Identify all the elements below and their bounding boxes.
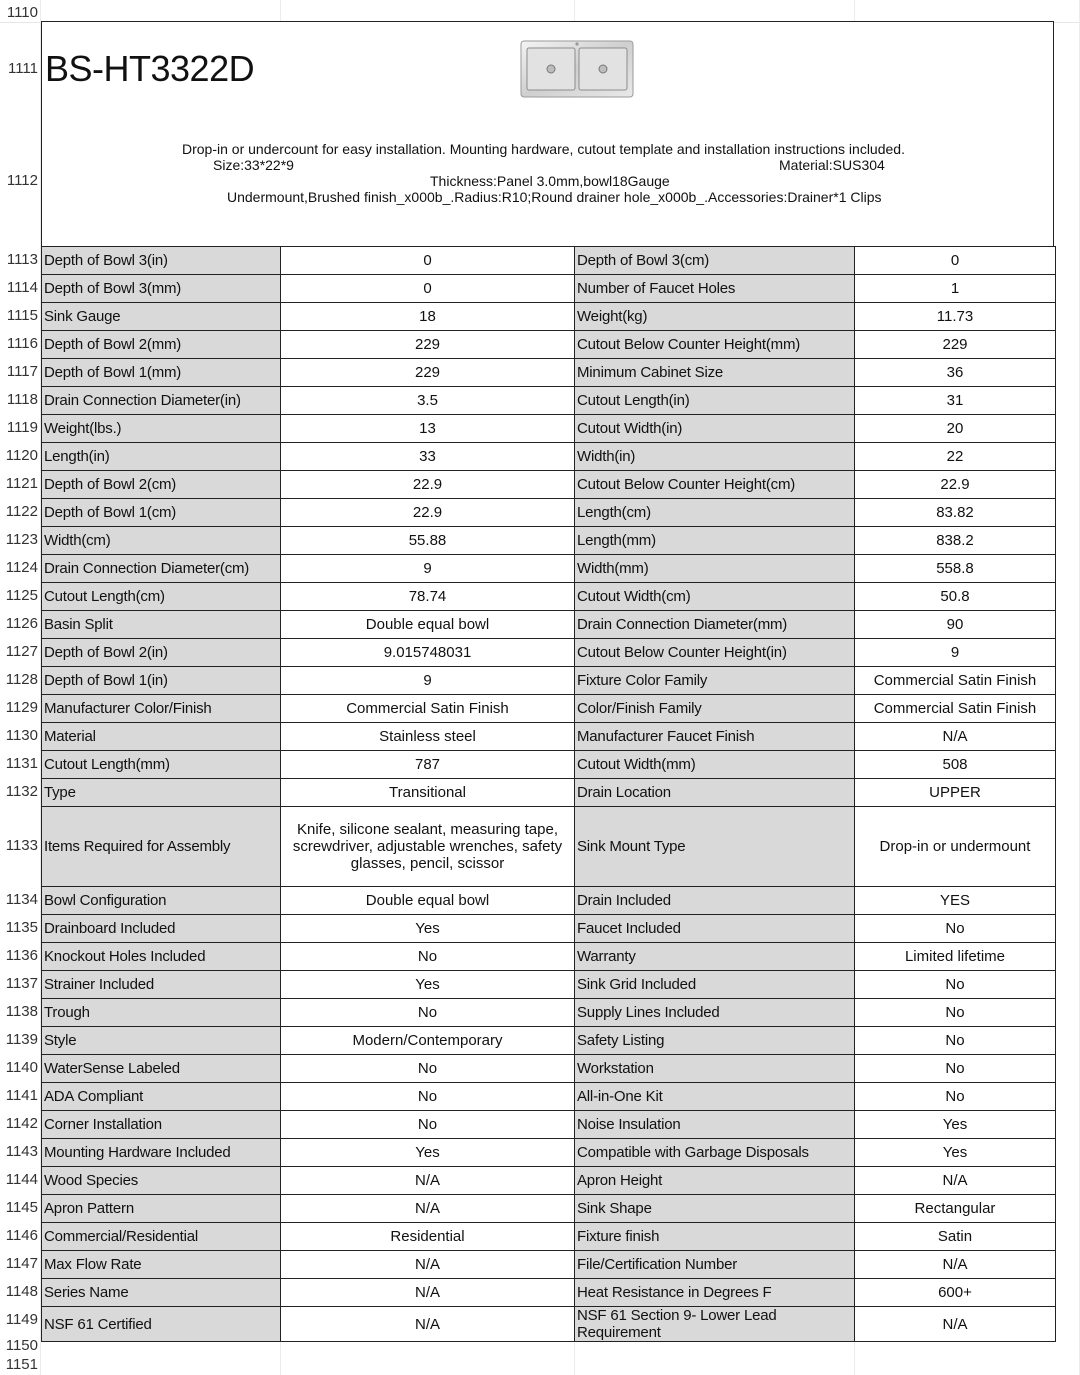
spec-value[interactable]: N/A	[281, 1251, 575, 1279]
row-number[interactable]: 1118	[6, 391, 38, 408]
row-number[interactable]: 1113	[6, 251, 38, 268]
spec-value[interactable]: 229	[281, 359, 575, 387]
row-number[interactable]: 1124	[5, 559, 38, 576]
row-number[interactable]: 1121	[5, 475, 38, 492]
spec-value[interactable]: Commercial Satin Finish	[855, 695, 1056, 723]
row-number[interactable]: 1111	[7, 60, 38, 77]
spec-label[interactable]: Max Flow Rate	[42, 1251, 281, 1279]
spec-label[interactable]: Drain Location	[575, 779, 855, 807]
spec-value[interactable]: 11.73	[855, 303, 1056, 331]
row-number[interactable]: 1116	[6, 335, 38, 352]
spec-value[interactable]: N/A	[281, 1279, 575, 1307]
spec-row	[42, 1055, 1056, 1083]
spec-label[interactable]: Supply Lines Included	[575, 999, 855, 1027]
spec-value[interactable]: 36	[855, 359, 1056, 387]
spec-value[interactable]: No	[281, 1055, 575, 1083]
row-number[interactable]: 1110	[6, 4, 38, 21]
spec-value[interactable]: Yes	[855, 1111, 1056, 1139]
row-number[interactable]: 1145	[5, 1199, 38, 1216]
spec-value[interactable]: 9	[281, 555, 575, 583]
row-number[interactable]: 1146	[5, 1227, 38, 1244]
spec-label[interactable]: Depth of Bowl 1(in)	[42, 667, 281, 695]
spec-label[interactable]: Length(mm)	[575, 527, 855, 555]
spec-value[interactable]: 600+	[855, 1279, 1056, 1307]
spec-value[interactable]: Double equal bowl	[281, 611, 575, 639]
spec-label[interactable]: Drain Connection Diameter(in)	[42, 387, 281, 415]
spec-label[interactable]: ADA Compliant	[42, 1083, 281, 1111]
spec-row	[42, 1195, 1056, 1223]
spec-label[interactable]: NSF 61 Section 9- Lower Lead Requirement	[575, 1307, 855, 1342]
spec-label[interactable]: Apron Pattern	[42, 1195, 281, 1223]
spec-label[interactable]: Style	[42, 1027, 281, 1055]
spec-label[interactable]: Depth of Bowl 3(cm)	[575, 247, 855, 275]
spec-row	[42, 1027, 1056, 1055]
spec-label[interactable]: Workstation	[575, 1055, 855, 1083]
row-number[interactable]: 1122	[5, 503, 38, 520]
spec-label[interactable]: Depth of Bowl 2(in)	[42, 639, 281, 667]
spec-value[interactable]: Modern/Contemporary	[281, 1027, 575, 1055]
spec-value[interactable]: Yes	[281, 1139, 575, 1167]
row-number[interactable]: 1115	[6, 307, 38, 324]
spec-row	[42, 583, 1056, 611]
spec-label[interactable]: Faucet Included	[575, 915, 855, 943]
spec-value[interactable]: 90	[855, 611, 1056, 639]
spec-label[interactable]: Depth of Bowl 2(mm)	[42, 331, 281, 359]
spec-label[interactable]: Drainboard Included	[42, 915, 281, 943]
row-number[interactable]: 1138	[5, 1003, 38, 1020]
spec-value[interactable]: Commercial Satin Finish	[855, 667, 1056, 695]
spec-value[interactable]: Drop-in or undermount	[855, 807, 1056, 887]
spec-label[interactable]: Type	[42, 779, 281, 807]
spec-label[interactable]: WaterSense Labeled	[42, 1055, 281, 1083]
spec-value[interactable]: 50.8	[855, 583, 1056, 611]
spec-label[interactable]: Drain Connection Diameter(cm)	[42, 555, 281, 583]
spec-label[interactable]: Cutout Below Counter Height(in)	[575, 639, 855, 667]
spec-row	[42, 1223, 1056, 1251]
spec-label[interactable]: Cutout Length(cm)	[42, 583, 281, 611]
spec-value[interactable]: UPPER	[855, 779, 1056, 807]
spec-value[interactable]: N/A	[855, 723, 1056, 751]
spec-value[interactable]: 229	[855, 331, 1056, 359]
row-number[interactable]: 1149	[5, 1311, 38, 1328]
spec-value[interactable]: No	[855, 1083, 1056, 1111]
spec-row	[42, 1083, 1056, 1111]
spec-value[interactable]: N/A	[281, 1307, 575, 1342]
row-number[interactable]: 1123	[5, 531, 38, 548]
row-number[interactable]: 1142	[5, 1115, 38, 1132]
row-number[interactable]: 1134	[5, 891, 38, 908]
description-features: Undermount,Brushed finish_x000b_.Radius:R10;Round drainer hole_x000b_.Accessories:Drainer*1 Clips	[227, 189, 882, 205]
spec-value[interactable]: 78.74	[281, 583, 575, 611]
spec-label[interactable]: Cutout Below Counter Height(mm)	[575, 331, 855, 359]
spec-label[interactable]: Drain Connection Diameter(mm)	[575, 611, 855, 639]
spec-row	[42, 807, 1056, 887]
spec-row	[42, 1139, 1056, 1167]
spec-value[interactable]: 33	[281, 443, 575, 471]
spec-row	[42, 639, 1056, 667]
row-number[interactable]: 1143	[5, 1143, 38, 1160]
spec-label[interactable]: Series Name	[42, 1279, 281, 1307]
row-number[interactable]: 1125	[5, 587, 38, 604]
spec-value[interactable]: No	[281, 1083, 575, 1111]
spec-label[interactable]: Fixture Color Family	[575, 667, 855, 695]
spec-label[interactable]: Weight(kg)	[575, 303, 855, 331]
spec-row	[42, 1111, 1056, 1139]
spec-value[interactable]: N/A	[855, 1167, 1056, 1195]
row-number[interactable]: 1147	[5, 1255, 38, 1272]
spec-value[interactable]: 508	[855, 751, 1056, 779]
spec-value[interactable]: Knife, silicone sealant, measuring tape, screwdriver, adjustable wrenches, safety glasses, pencil, scissor	[281, 807, 575, 887]
spec-value[interactable]: 83.82	[855, 499, 1056, 527]
spec-row	[42, 359, 1056, 387]
row-number[interactable]: 1136	[5, 947, 38, 964]
spec-table	[41, 246, 1056, 1342]
spec-row	[42, 415, 1056, 443]
spec-value[interactable]: Yes	[281, 971, 575, 999]
spec-label[interactable]: All-in-One Kit	[575, 1083, 855, 1111]
spec-label[interactable]: Sink Gauge	[42, 303, 281, 331]
spec-label[interactable]: Cutout Width(cm)	[575, 583, 855, 611]
row-number[interactable]: 1129	[5, 699, 38, 716]
row-number[interactable]: 1114	[6, 279, 38, 296]
spec-row	[42, 331, 1056, 359]
row-number[interactable]: 1120	[5, 447, 38, 464]
spec-label[interactable]: Sink Shape	[575, 1195, 855, 1223]
spec-row	[42, 555, 1056, 583]
row-number[interactable]: 1139	[5, 1031, 38, 1048]
spec-label[interactable]: Weight(lbs.)	[42, 415, 281, 443]
description-thickness: Thickness:Panel 3.0mm,bowl18Gauge	[430, 173, 670, 189]
spec-value[interactable]: N/A	[855, 1251, 1056, 1279]
row-number[interactable]: 1131	[5, 755, 38, 772]
spec-row	[42, 723, 1056, 751]
spec-label[interactable]: Heat Resistance in Degrees F	[575, 1279, 855, 1307]
spreadsheet-header-row	[0, 0, 1080, 23]
spec-value[interactable]: 9.015748031	[281, 639, 575, 667]
spec-row	[42, 303, 1056, 331]
spec-value[interactable]: 558.8	[855, 555, 1056, 583]
spec-label[interactable]: Manufacturer Color/Finish	[42, 695, 281, 723]
spec-label[interactable]: Length(in)	[42, 443, 281, 471]
description-material: Material:SUS304	[779, 157, 885, 173]
spec-label[interactable]: Compatible with Garbage Disposals	[575, 1139, 855, 1167]
spec-row	[42, 971, 1056, 999]
spec-value[interactable]: No	[855, 1055, 1056, 1083]
row-number[interactable]: 1135	[5, 919, 38, 936]
spec-value[interactable]: 18	[281, 303, 575, 331]
sink-product-image	[520, 40, 634, 98]
description-size: Size:33*22*9	[213, 157, 294, 173]
spec-label[interactable]: Items Required for Assembly	[42, 807, 281, 887]
spec-value[interactable]: Commercial Satin Finish	[281, 695, 575, 723]
spec-label[interactable]: Trough	[42, 999, 281, 1027]
spec-value[interactable]: 20	[855, 415, 1056, 443]
spec-value[interactable]: No	[855, 915, 1056, 943]
spec-value[interactable]: No	[281, 999, 575, 1027]
spec-label[interactable]: Width(cm)	[42, 527, 281, 555]
spec-row	[42, 247, 1056, 275]
spec-label[interactable]: Sink Mount Type	[575, 807, 855, 887]
spec-value[interactable]: Stainless steel	[281, 723, 575, 751]
spec-label[interactable]: Wood Species	[42, 1167, 281, 1195]
spec-row	[42, 1251, 1056, 1279]
spec-row	[42, 611, 1056, 639]
row-number[interactable]: 1112	[6, 172, 38, 189]
spec-value[interactable]: 22	[855, 443, 1056, 471]
row-number[interactable]: 1140	[5, 1059, 38, 1076]
spec-row	[42, 1167, 1056, 1195]
spec-row	[42, 999, 1056, 1027]
spec-label[interactable]: Cutout Length(in)	[575, 387, 855, 415]
spec-label[interactable]: Cutout Width(in)	[575, 415, 855, 443]
spec-label[interactable]: Length(cm)	[575, 499, 855, 527]
spec-row	[42, 1307, 1056, 1342]
product-model-title: BS-HT3322D	[45, 48, 255, 89]
row-number[interactable]: 1150	[5, 1337, 38, 1354]
spec-value[interactable]: 22.9	[281, 499, 575, 527]
spec-label[interactable]: Material	[42, 723, 281, 751]
spec-label[interactable]: Width(in)	[575, 443, 855, 471]
row-number[interactable]: 1127	[5, 643, 38, 660]
spec-value[interactable]: 22.9	[281, 471, 575, 499]
row-number[interactable]: 1151	[5, 1356, 38, 1373]
spec-value[interactable]: Double equal bowl	[281, 887, 575, 915]
spec-value[interactable]: YES	[855, 887, 1056, 915]
spec-label[interactable]: Sink Grid Included	[575, 971, 855, 999]
spec-row	[42, 915, 1056, 943]
spec-row	[42, 275, 1056, 303]
spec-label[interactable]: Apron Height	[575, 1167, 855, 1195]
spec-value[interactable]: 787	[281, 751, 575, 779]
spec-row	[42, 943, 1056, 971]
spec-label[interactable]: Corner Installation	[42, 1111, 281, 1139]
spec-value[interactable]: 1	[855, 275, 1056, 303]
spec-label[interactable]: Commercial/Residential	[42, 1223, 281, 1251]
spec-value[interactable]: 3.5	[281, 387, 575, 415]
row-number[interactable]: 1128	[5, 671, 38, 688]
spec-label[interactable]: Number of Faucet Holes	[575, 275, 855, 303]
spec-label[interactable]: Drain Included	[575, 887, 855, 915]
spec-label[interactable]: Knockout Holes Included	[42, 943, 281, 971]
row-number[interactable]: 1132	[5, 783, 38, 800]
spec-label[interactable]: Fixture finish	[575, 1223, 855, 1251]
spec-label[interactable]: Depth of Bowl 3(in)	[42, 247, 281, 275]
spec-label[interactable]: Mounting Hardware Included	[42, 1139, 281, 1167]
spec-row	[42, 695, 1056, 723]
spec-value[interactable]: Rectangular	[855, 1195, 1056, 1223]
spec-value[interactable]: N/A	[281, 1167, 575, 1195]
spec-label[interactable]: Cutout Below Counter Height(cm)	[575, 471, 855, 499]
spec-label[interactable]: Basin Split	[42, 611, 281, 639]
description-line: Drop-in or undercount for easy installation. Mounting hardware, cutout template and installation instructions included.	[182, 141, 905, 157]
spec-value[interactable]: 9	[281, 667, 575, 695]
spec-row	[42, 779, 1056, 807]
spec-value[interactable]: Satin	[855, 1223, 1056, 1251]
spec-row	[42, 527, 1056, 555]
row-number[interactable]: 1148	[5, 1283, 38, 1300]
spec-label[interactable]: Minimum Cabinet Size	[575, 359, 855, 387]
row-number[interactable]: 1119	[6, 419, 38, 436]
spec-value[interactable]: 229	[281, 331, 575, 359]
spec-value[interactable]: Limited lifetime	[855, 943, 1056, 971]
spec-value[interactable]: 13	[281, 415, 575, 443]
spec-row	[42, 1279, 1056, 1307]
spec-value[interactable]: Residential	[281, 1223, 575, 1251]
spec-row	[42, 387, 1056, 415]
spec-row	[42, 443, 1056, 471]
spec-label[interactable]: Width(mm)	[575, 555, 855, 583]
spec-value[interactable]: No	[855, 999, 1056, 1027]
spec-label[interactable]: Manufacturer Faucet Finish	[575, 723, 855, 751]
spec-row	[42, 499, 1056, 527]
spec-label[interactable]: Bowl Configuration	[42, 887, 281, 915]
spec-value[interactable]: Yes	[281, 915, 575, 943]
row-number[interactable]: 1130	[5, 727, 38, 744]
spec-value[interactable]: No	[855, 1027, 1056, 1055]
row-number[interactable]: 1137	[5, 975, 38, 992]
spec-label[interactable]: File/Certification Number	[575, 1251, 855, 1279]
spec-label[interactable]: Noise Insulation	[575, 1111, 855, 1139]
spec-value[interactable]: No	[281, 1111, 575, 1139]
row-number[interactable]: 1141	[5, 1087, 38, 1104]
spec-value[interactable]: No	[281, 943, 575, 971]
spec-value[interactable]: 0	[281, 247, 575, 275]
spec-value[interactable]: N/A	[281, 1195, 575, 1223]
spec-value[interactable]: 31	[855, 387, 1056, 415]
spec-value[interactable]: 22.9	[855, 471, 1056, 499]
spec-label[interactable]: Color/Finish Family	[575, 695, 855, 723]
spec-label[interactable]: Depth of Bowl 1(mm)	[42, 359, 281, 387]
spec-row	[42, 887, 1056, 915]
spec-value[interactable]: Yes	[855, 1139, 1056, 1167]
spec-value[interactable]: Transitional	[281, 779, 575, 807]
product-description-cell[interactable]	[41, 114, 1054, 247]
spec-value[interactable]: 0	[855, 247, 1056, 275]
row-number[interactable]: 1133	[5, 837, 38, 854]
spec-value[interactable]: 838.2	[855, 527, 1056, 555]
spec-value[interactable]: 0	[281, 275, 575, 303]
product-title-cell[interactable]	[41, 21, 1054, 115]
spec-label[interactable]: Strainer Included	[42, 971, 281, 999]
spec-row	[42, 667, 1056, 695]
spec-value[interactable]: 55.88	[281, 527, 575, 555]
spec-label[interactable]: Depth of Bowl 2(cm)	[42, 471, 281, 499]
spec-value[interactable]: N/A	[855, 1307, 1056, 1342]
spec-label[interactable]: Safety Listing	[575, 1027, 855, 1055]
spec-row	[42, 471, 1056, 499]
spec-value[interactable]: 9	[855, 639, 1056, 667]
row-number[interactable]: 1126	[5, 615, 38, 632]
spec-label[interactable]: Depth of Bowl 3(mm)	[42, 275, 281, 303]
row-number[interactable]: 1144	[5, 1171, 38, 1188]
spec-label[interactable]: Warranty	[575, 943, 855, 971]
spec-value[interactable]: No	[855, 971, 1056, 999]
spec-label[interactable]: Cutout Width(mm)	[575, 751, 855, 779]
row-number[interactable]: 1117	[6, 363, 38, 380]
spec-label[interactable]: NSF 61 Certified	[42, 1307, 281, 1342]
spec-label[interactable]: Cutout Length(mm)	[42, 751, 281, 779]
spec-label[interactable]: Depth of Bowl 1(cm)	[42, 499, 281, 527]
spec-row	[42, 751, 1056, 779]
